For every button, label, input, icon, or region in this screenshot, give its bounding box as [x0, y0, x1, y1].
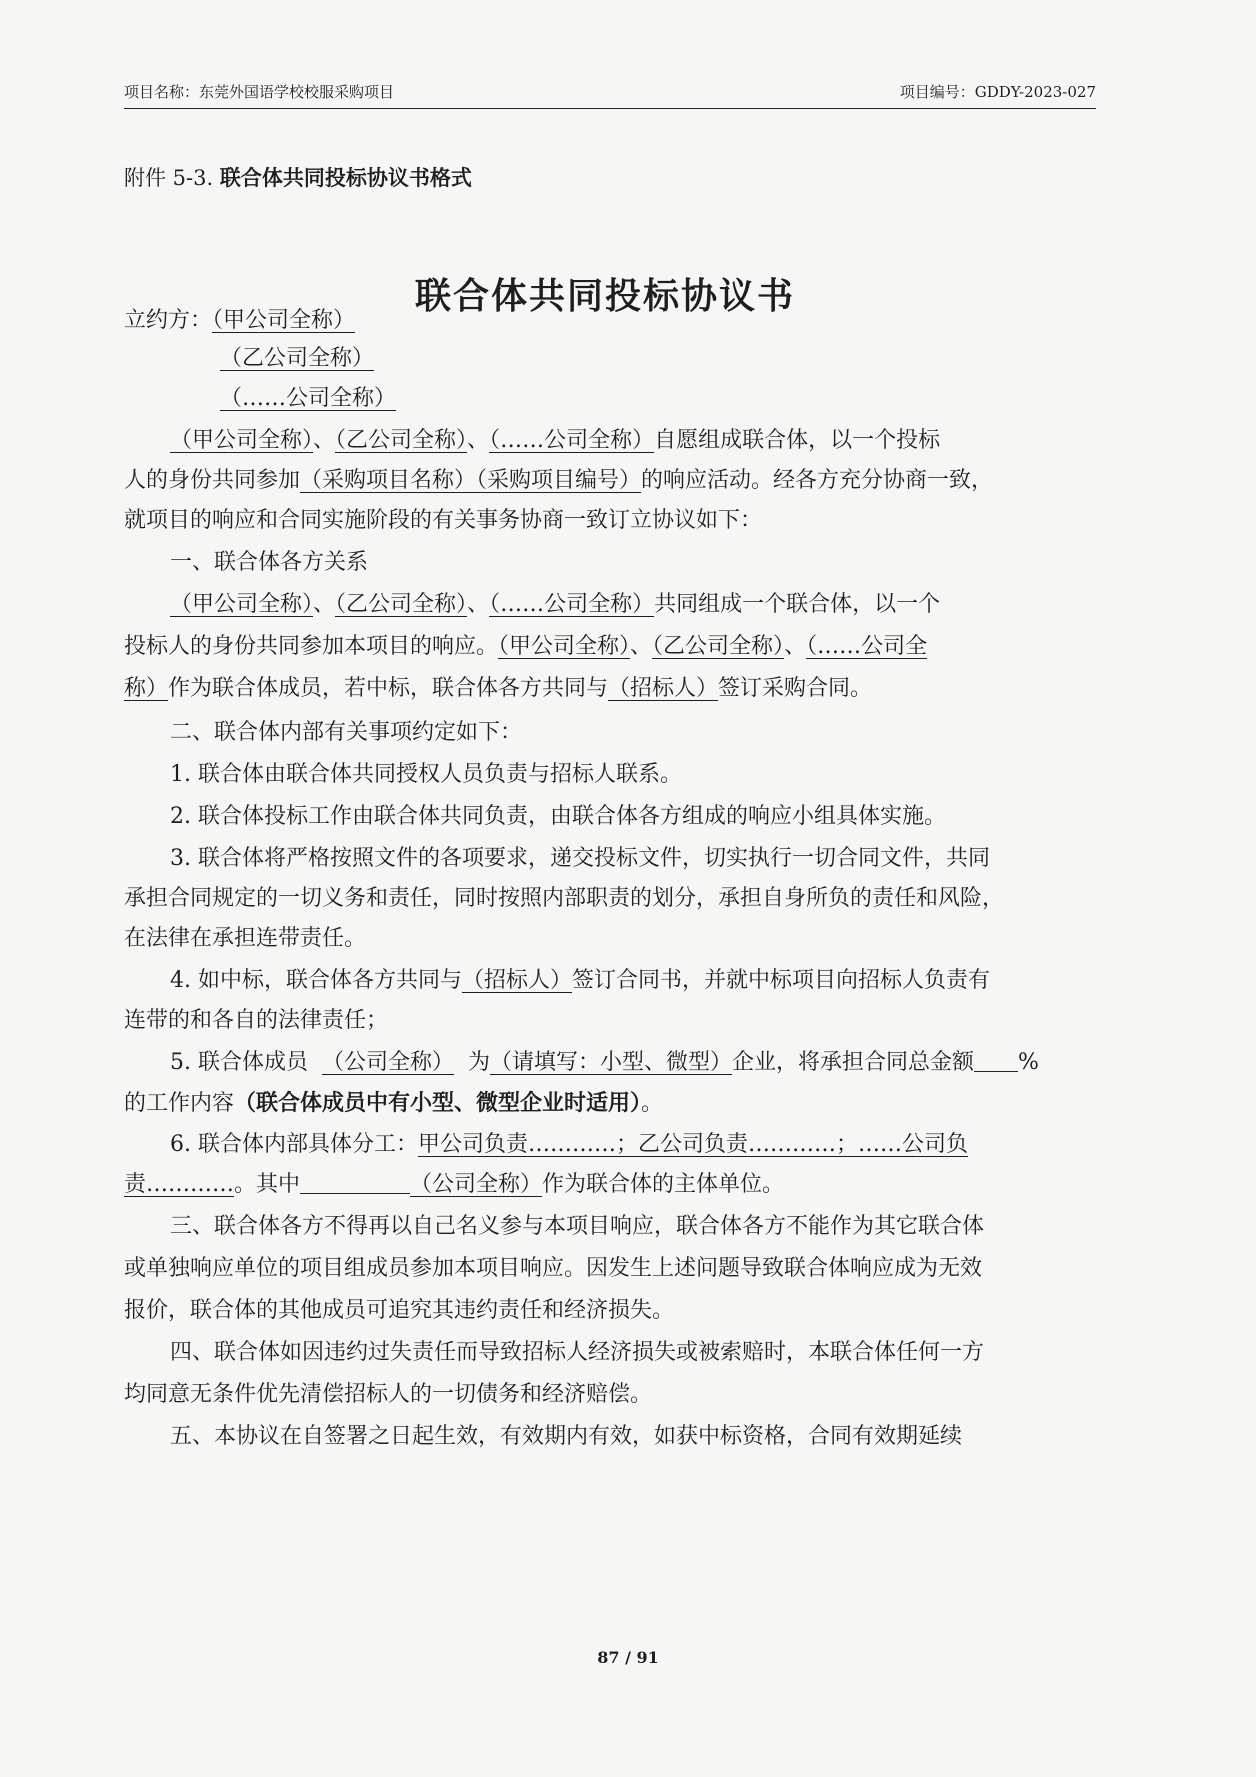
sep: 、: [467, 592, 490, 617]
s1-party-a: （甲公司全称）: [170, 592, 314, 617]
s2-item-5b: [124, 1088, 663, 1119]
s2-text: 签订合同书，并就中标项目向招标人负责有: [572, 968, 991, 993]
project-number: 项目编号：GDDY-2023-027: [899, 83, 1096, 101]
s2-item-5a: [170, 1048, 1039, 1078]
s2-division-field-cont: 责…………: [124, 1172, 235, 1197]
document-title: 联合体共同投标协议书: [414, 276, 795, 317]
s2-type-field: （请填写：小型、微型）: [490, 1050, 733, 1075]
party-c: （……公司全称）: [220, 386, 397, 411]
s2-item-3b: 承担合同规定的一切义务和责任，同时按照内部职责的划分，承担自身所负的责任和风险，: [124, 886, 1005, 911]
project-name: 项目名称：东莞外国语学校校服采购项目: [124, 83, 395, 101]
s2-text: 的工作内容: [124, 1091, 235, 1116]
intro-line-1: [170, 426, 940, 456]
sep: 、: [630, 634, 653, 659]
s2-text: 4. 如中标，联合体各方共同与: [170, 968, 462, 993]
intro-party-a: （甲公司全称）: [170, 428, 314, 453]
intro-line-2: [124, 466, 993, 496]
section-2-heading: 二、联合体内部有关事项约定如下：: [170, 720, 523, 745]
s1-line-1: [170, 590, 940, 620]
s2-text: 5. 联合体成员: [170, 1050, 308, 1075]
parties-line-b: [220, 344, 374, 374]
s2-text: 企业，将承担合同总金额: [732, 1050, 975, 1075]
s2-item-2: 2. 联合体投标工作由联合体共同负责，由联合体各方组成的响应小组具体实施。: [170, 804, 946, 829]
s2-item-4a: [170, 966, 990, 996]
parties-label: 立约方：: [124, 308, 213, 333]
s1-text: 投标人的身份共同参加本项目的响应。: [124, 634, 499, 659]
parties-line-a: [124, 306, 355, 336]
attachment-heading: [124, 162, 472, 192]
s2-text: 作为联合体的主体单位。: [542, 1172, 785, 1197]
s1-party-c: （……公司全: [806, 634, 928, 659]
intro-text: 人的身份共同参加: [124, 468, 301, 493]
attachment-prefix: 附件 5-3.: [124, 166, 220, 190]
s2-text: 。: [641, 1091, 664, 1116]
s2-text: 6. 联合体内部具体分工：: [170, 1132, 418, 1157]
intro-line-3: 就项目的响应和合同实施阶段的有关事务协商一致订立协议如下：: [124, 508, 763, 533]
s2-item-6b: [124, 1170, 784, 1200]
s2-tenderer: （招标人）: [461, 968, 572, 993]
s2-lead-company-field: （公司全称）: [410, 1172, 543, 1197]
s2-item-6a: [170, 1130, 968, 1160]
s1-tenderer: （招标人）: [608, 676, 719, 701]
s1-text: 共同组成一个联合体，以一个: [654, 592, 941, 617]
page-number: 87 / 91: [597, 1648, 659, 1667]
s1-text: 签订采购合同。: [718, 676, 873, 701]
section-1-heading: 一、联合体各方关系: [170, 550, 369, 575]
s1-party-a: （甲公司全称）: [498, 634, 631, 659]
s3-line-2: 或单独响应单位的项目组成员参加本项目响应。因发生上述问题导致联合体响应成为无效: [124, 1256, 983, 1281]
sep: 、: [784, 634, 807, 659]
sep: 、: [313, 592, 336, 617]
intro-text: 的响应活动。经各方充分协商一致，: [641, 468, 994, 493]
attachment-title: 联合体共同投标协议书格式: [219, 165, 472, 190]
s1-party-c-cont: 称）: [124, 676, 169, 701]
s2-division-field: 甲公司负责…………；乙公司负责…………；……公司负: [417, 1132, 968, 1157]
s1-line-3: [124, 674, 872, 704]
s4-line-2: 均同意无条件优先清偿招标人的一切债务和经济赔偿。: [124, 1382, 653, 1407]
intro-text: 自愿组成联合体，以一个投标: [654, 428, 941, 453]
s1-party-c: （……公司全称）: [489, 592, 655, 617]
percent-sign: %: [1018, 1050, 1039, 1075]
s2-item-1: 1. 联合体由联合体共同授权人员负责与招标人联系。: [170, 762, 682, 787]
s1-party-b: （乙公司全称）: [652, 634, 785, 659]
sep: 、: [467, 428, 490, 453]
s2-item-4c: 连带的和各自的法律责任；: [124, 1008, 389, 1033]
s2-text: 。其中: [234, 1172, 301, 1197]
intro-project-field: （采购项目名称）（采购项目编号）: [300, 468, 642, 493]
s2-item-3a: 3. 联合体将严格按照文件的各项要求，递交投标文件，切实执行一切合同文件，共同: [170, 846, 990, 871]
s2-item-3c: 在法律在承担连带责任。: [124, 926, 367, 951]
s1-text: 作为联合体成员，若中标，联合体各方共同与: [168, 676, 609, 701]
page-header: [124, 78, 1096, 109]
s3-line-1: 三、联合体各方不得再以自己名义参与本项目响应，联合体各方不能作为其它联合体: [170, 1214, 985, 1239]
s3-line-3: 报价，联合体的其他成员可追究其违约责任和经济损失。: [124, 1298, 675, 1323]
s5-line-1: 五、本协议在自签署之日起生效，有效期内有效，如获中标资格，合同有效期延续: [170, 1424, 963, 1449]
party-b: （乙公司全称）: [220, 346, 375, 371]
lead-blank: [300, 1171, 410, 1194]
intro-party-c: （……公司全称）: [489, 428, 655, 453]
percent-blank: [974, 1049, 1018, 1072]
intro-party-b: （乙公司全称）: [335, 428, 468, 453]
party-a: （甲公司全称）: [212, 308, 356, 333]
parties-line-c: [220, 384, 396, 414]
s2-company-field: （公司全称）: [321, 1050, 454, 1075]
s1-line-2: [124, 632, 927, 662]
s2-note: （联合体成员中有小型、微型企业时适用）: [234, 1090, 642, 1116]
s2-text: 为: [468, 1050, 491, 1075]
s4-line-1: 四、联合体如因违约过失责任而导致招标人经济损失或被索赔时，本联合体任何一方: [170, 1340, 985, 1365]
sep: 、: [313, 428, 336, 453]
s1-party-b: （乙公司全称）: [335, 592, 468, 617]
